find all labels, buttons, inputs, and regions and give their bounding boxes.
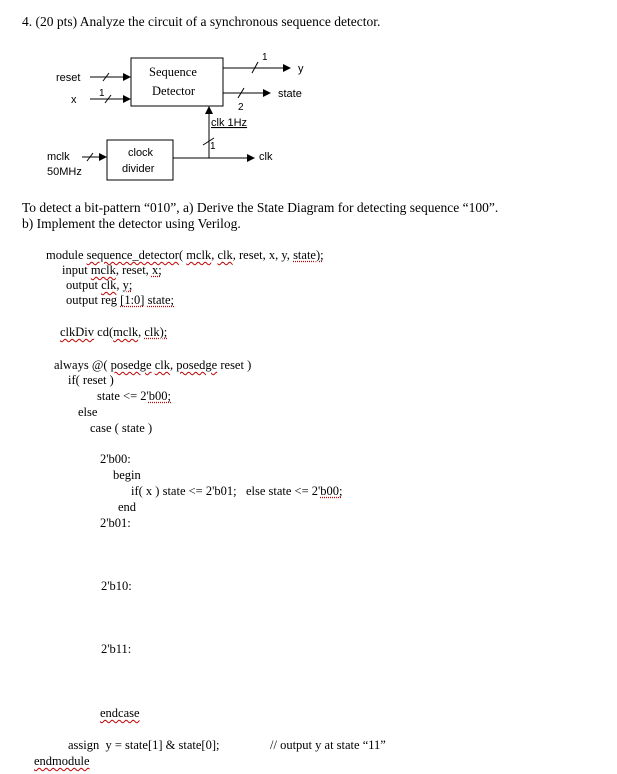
- detector-label-1: Sequence: [149, 65, 197, 79]
- circuit-diagram: [0, 0, 617, 200]
- code-case-line: case ( state ): [90, 421, 153, 435]
- code-if-reset-line: if( reset ): [68, 373, 114, 387]
- state-label: state: [278, 88, 302, 100]
- code-clkdiv-line: clkDiv cd(mclk, clk);: [60, 325, 168, 339]
- divider-label-1: clock: [128, 147, 154, 159]
- code-if-x-line: if( x ) state <= 2'b01; else state <= 2'b00;: [131, 484, 343, 498]
- detector-label-2: Detector: [152, 84, 196, 98]
- question-title: 4. (20 pts) Analyze the circuit of a synchronous sequence detector.: [22, 14, 381, 29]
- clk-1hz-label: clk 1Hz: [211, 117, 248, 129]
- code-output-line: output clk, y;: [66, 278, 133, 292]
- code-output-reg-line: output reg [1:0] state;: [66, 293, 174, 307]
- task-line-2: b) Implement the detector using Verilog.: [22, 216, 241, 231]
- code-endcase-line: endcase: [100, 706, 140, 720]
- mclk-label: mclk: [47, 151, 70, 163]
- reset-label: reset: [56, 72, 81, 84]
- code-comment: // output y at state “11”: [270, 738, 386, 752]
- code-state-10-label: 2'b10:: [101, 579, 132, 593]
- code-state-00-label: 2'b00:: [100, 452, 131, 466]
- code-endmodule-line: endmodule: [34, 754, 90, 768]
- code-assign-line: assign y = state[1] & state[0];: [68, 738, 220, 752]
- code-state-01-label: 2'b01:: [100, 516, 131, 530]
- state-bus-width: 2: [238, 102, 244, 113]
- divider-label-2: divider: [122, 163, 155, 175]
- x-label: x: [71, 94, 77, 106]
- code-state-reset-line: state <= 2'b00;: [97, 389, 171, 403]
- clk-out-label: clk: [259, 151, 273, 163]
- code-else-line: else: [78, 405, 98, 419]
- code-always-line: always @( posedge clk, posedge reset ): [54, 358, 252, 372]
- task-line-1: To detect a bit-pattern “010”, a) Derive the State Diagram for detecting sequence “100”.: [22, 200, 499, 215]
- y-label: y: [298, 63, 304, 75]
- code-module-line: module sequence_detector( mclk, clk, reset, x, y, state);: [46, 248, 324, 262]
- code-end-line: end: [118, 500, 137, 514]
- mclk-freq-label: 50MHz: [47, 166, 82, 178]
- y-bus-width: 1: [262, 52, 268, 63]
- code-input-line: input mclk, reset, x;: [62, 263, 162, 277]
- code-state-11-label: 2'b11:: [101, 642, 132, 656]
- code-begin-line: begin: [113, 468, 141, 482]
- clk-bus-width: 1: [210, 141, 216, 152]
- x-bus-width: 1: [99, 88, 105, 99]
